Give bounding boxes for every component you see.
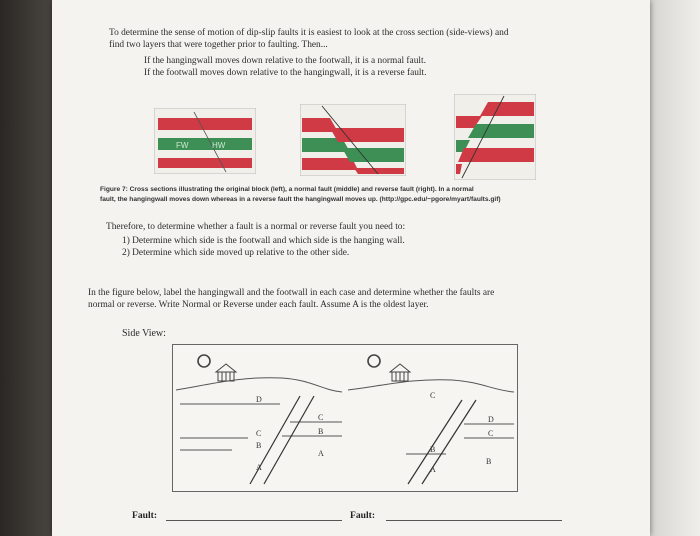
layer-label: C xyxy=(318,413,324,422)
hw-label: HW xyxy=(212,141,226,150)
fw-label: FW xyxy=(176,141,189,150)
step-1: 1) Determine which side is the footwall and which side is the hanging wall. xyxy=(122,236,405,246)
layer-label: A xyxy=(430,465,436,474)
side-view-label: Side View: xyxy=(122,328,166,339)
layer-red-bottom xyxy=(158,158,252,168)
figure-caption-line-2: fault, the hangingwall moves down whereas in a reverse fault the hangingwall moves up. (http://gpc.edu/~pgore/myart/faults.gif) xyxy=(100,196,501,203)
layer-label: B xyxy=(486,457,492,466)
layer-label: A xyxy=(318,449,324,458)
reverse-fault-rule: If the footwall moves down relative to the hangingwall, it is a reverse fault. xyxy=(144,68,427,78)
instructions-line-1: In the figure below, label the hangingwall and the footwall in each case and determine whether the faults are xyxy=(88,288,495,298)
step-2: 2) Determine which side moved up relative to the other side. xyxy=(122,248,350,258)
side-view-diagram xyxy=(172,344,518,492)
layer-label: A xyxy=(256,463,262,472)
instructions-line-2: normal or reverse. Write Normal or Reverse under each fault. Assume A is the oldest layer. xyxy=(88,300,429,310)
layer-label: C xyxy=(430,391,436,400)
intro-line-2: find two layers that were together prior to faulting. Then... xyxy=(109,40,328,50)
background-page-edge xyxy=(650,0,700,536)
layer-label: C xyxy=(488,429,494,438)
diagram-frame xyxy=(173,345,518,492)
fault-label-1: Fault: xyxy=(132,510,158,521)
layer-label: C xyxy=(256,429,262,438)
original-block-diagram xyxy=(154,108,256,174)
layer-label: B xyxy=(430,445,436,454)
layer-label: D xyxy=(488,415,494,424)
background-left xyxy=(0,0,52,536)
layer-red-top xyxy=(158,118,252,130)
therefore-line: Therefore, to determine whether a fault is a normal or reverse fault you need to: xyxy=(106,222,406,232)
layer-label: B xyxy=(256,441,262,450)
worksheet-page xyxy=(52,0,650,536)
layer-green xyxy=(158,138,252,150)
intro-line-1: To determine the sense of motion of dip-slip faults it is easiest to look at the cross section (side-views) and xyxy=(109,28,509,38)
normal-fault-diagram xyxy=(300,104,406,176)
fault-label-2: Fault: xyxy=(350,510,376,521)
fault-answer-line-1[interactable] xyxy=(166,520,342,521)
normal-fault-rule: If the hangingwall moves down relative to the footwall, it is a normal fault. xyxy=(144,56,426,66)
layer-label: B xyxy=(318,427,324,436)
fault-answer-line-2[interactable] xyxy=(386,520,562,521)
layer-label: D xyxy=(256,395,262,404)
reverse-fault-diagram xyxy=(454,94,536,180)
figure-caption-line-1: Figure 7: Cross sections illustrating the original block (left), a normal fault (middle) and reverse fault (right). In a normal xyxy=(100,186,474,193)
